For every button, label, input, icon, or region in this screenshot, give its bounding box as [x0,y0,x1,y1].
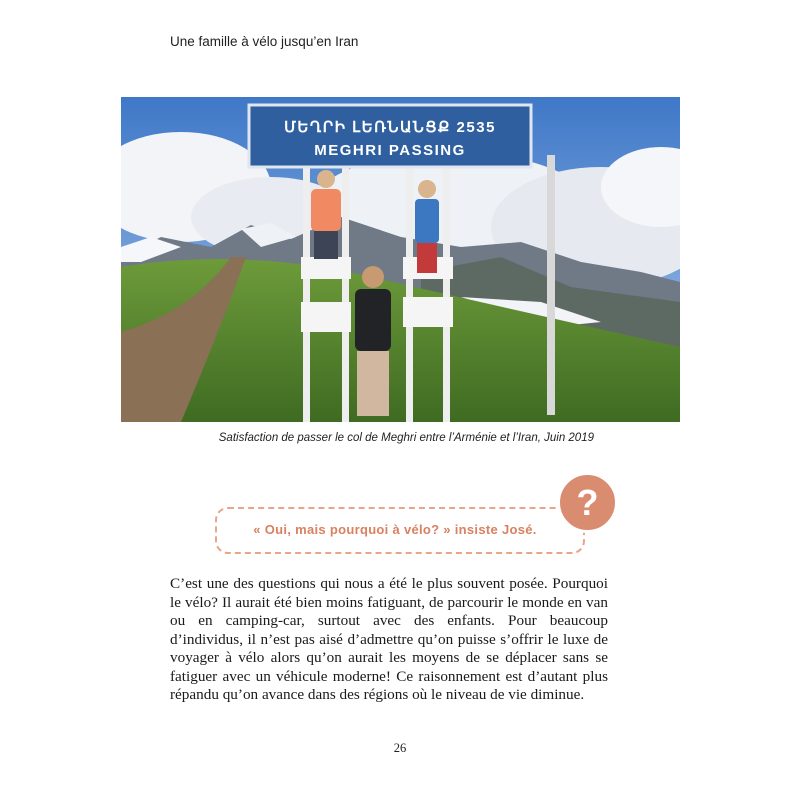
sign-line-latin: MEGHRI PASSING [314,142,466,159]
photo-caption: Satisfaction de passer le col de Meghri entre l’Arménie et l’Iran, Juin 2019 [218,432,594,444]
running-head: Une famille à vélo jusqu’en Iran [170,34,359,49]
question-mark-icon: ? [557,472,618,533]
callout-text: « Oui, mais pourquoi à vélo? » insiste José. [253,522,537,537]
page-number: 26 [393,741,407,755]
photo-meghri-pass [121,97,680,422]
question-callout [215,507,585,554]
sign-line-armenian: ՄԵՂՐԻ ԼԵՌՆԱՆՑՔ 2535 [284,119,496,136]
body-paragraph: C’est une des questions qui nous a été le plus souvent posée. Pourquoi le vélo? Il aurait été bien moins fatiguant, de parcourir le monde en van ou en camping-car, surtout avec des enfants. Pour beaucoup d’individus, il n’est pas aisé d’admettre qu’on puisse s’offrir le luxe de voyager à vélo alors qu’on aurait les moyens de se déplacer sans se fatiguer avec un véhicule moderne! Ce raisonnement est d’autant plus répandu qu’on avance dans des régions où le niveau de vie diminue. [170,575,608,703]
